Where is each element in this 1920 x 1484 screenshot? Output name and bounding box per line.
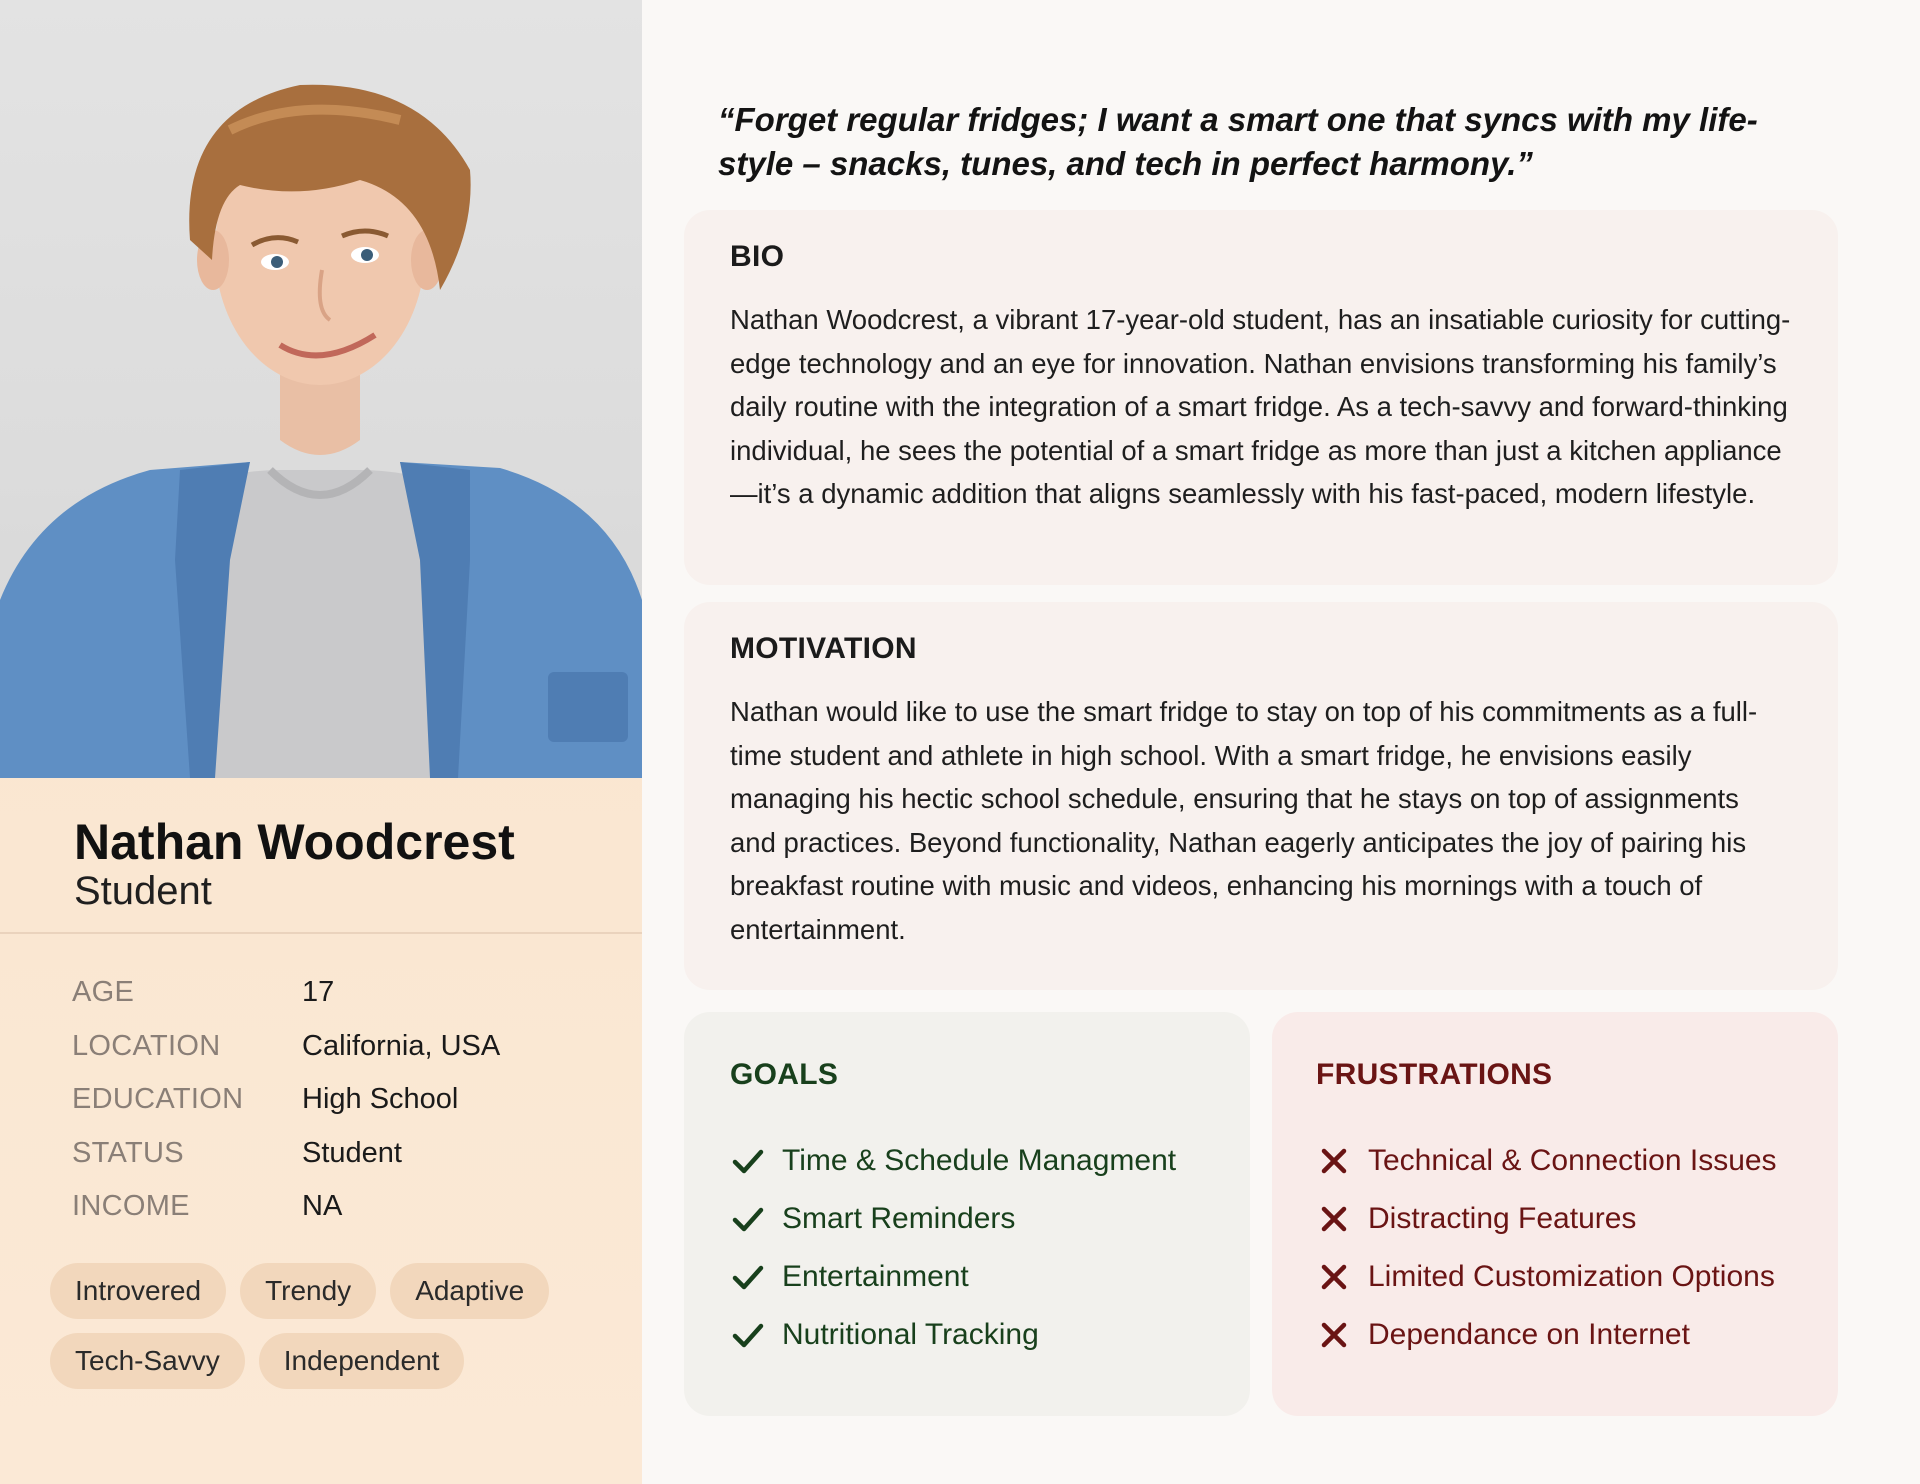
bio-text: Nathan Woodcrest, a vibrant 17-year-old student, has an insatiable curiosity for cutting-edge technology and an eye for innovation. Nathan envisions transforming his family’s daily routine with the integration of a smart fridge. As a tech-savvy and forward-thinking individual, he sees the potential of a smart fridge as more than just a kitchen appliance—it’s a dynamic addition that aligns seamlessly with his fast-paced, modern lifestyle.	[730, 304, 1791, 510]
fact-value: NA	[302, 1190, 343, 1223]
persona-role: Student	[74, 869, 212, 913]
fact-value: High School	[302, 1083, 459, 1116]
check-icon	[730, 1259, 766, 1295]
trait-tag: Introvered	[50, 1263, 226, 1319]
goal-item	[730, 1132, 1204, 1190]
check-icon	[730, 1143, 766, 1179]
portrait-photo	[0, 0, 642, 778]
goal-text: Time & Schedule Managment	[782, 1144, 1177, 1177]
divider	[0, 932, 642, 934]
check-icon	[730, 1201, 766, 1237]
check-icon	[730, 1317, 766, 1353]
fact-label: LOCATION	[72, 1029, 221, 1062]
trait-tag: Independent	[259, 1333, 465, 1389]
frustration-text: Dependance on Internet	[1368, 1318, 1690, 1351]
goal-item	[730, 1190, 1204, 1248]
fact-row-income	[72, 1180, 500, 1234]
goal-item	[730, 1248, 1204, 1306]
frustration-text: Limited Customization Options	[1368, 1260, 1775, 1293]
goal-item	[730, 1306, 1204, 1364]
trait-tag: Trendy	[240, 1263, 376, 1319]
persona-facts	[72, 966, 500, 1234]
trait-tags	[50, 1263, 610, 1389]
frustrations-title: FRUSTRATIONS	[1316, 1058, 1553, 1091]
persona-name: Nathan Woodcrest	[74, 814, 515, 870]
x-icon	[1316, 1317, 1352, 1353]
goals-list	[730, 1132, 1204, 1364]
x-icon	[1316, 1201, 1352, 1237]
goal-text: Smart Reminders	[782, 1202, 1016, 1235]
frustration-item	[1316, 1248, 1794, 1306]
bio-title: BIO	[730, 240, 785, 273]
frustration-item	[1316, 1306, 1794, 1364]
fact-row-status	[72, 1127, 500, 1181]
fact-row-education	[72, 1073, 500, 1127]
goals-title: GOALS	[730, 1058, 839, 1091]
frustrations-list	[1316, 1132, 1794, 1364]
motivation-card	[684, 602, 1838, 990]
frustration-text: Distracting Features	[1368, 1202, 1637, 1235]
fact-row-location	[72, 1020, 500, 1074]
frustrations-card	[1272, 1012, 1838, 1416]
motivation-text: Nathan would like to use the smart fridge to stay on top of his commitments as a full-time student and athlete in high school. With a smart fridge, he envisions easily managing his hectic school schedule, ensuring that he stays on top of assignments and practices. Beyond functionality, Nathan eagerly anticipates the joy of pairing his breakfast routine with music and videos, enhancing his mornings with a touch of entertainment.	[730, 696, 1758, 945]
frustration-text: Technical & Connection Issues	[1368, 1144, 1777, 1177]
fact-value: California, USA	[302, 1029, 501, 1062]
goal-text: Entertainment	[782, 1260, 969, 1293]
portrait-illustration	[0, 0, 642, 778]
trait-tag: Tech-Savvy	[50, 1333, 245, 1389]
fact-label: EDUCATION	[72, 1083, 244, 1116]
motivation-title: MOTIVATION	[730, 632, 917, 665]
goals-card	[684, 1012, 1250, 1416]
x-icon	[1316, 1259, 1352, 1295]
persona-header	[74, 812, 515, 914]
frustration-item	[1316, 1132, 1794, 1190]
profile-panel	[0, 0, 642, 1484]
fact-row-age	[72, 966, 500, 1020]
fact-value: 17	[302, 976, 335, 1009]
trait-tag: Adaptive	[390, 1263, 549, 1319]
fact-label: AGE	[72, 976, 135, 1009]
frustration-item	[1316, 1190, 1794, 1248]
goal-text: Nutritional Tracking	[782, 1318, 1039, 1351]
fact-label: STATUS	[72, 1136, 184, 1169]
bio-card	[684, 210, 1838, 585]
fact-label: INCOME	[72, 1190, 190, 1223]
x-icon	[1316, 1143, 1352, 1179]
persona-quote: “Forget regular fridges; I want a smart one that syncs with my life-style – snacks, tunes, and tech in perfect harmony.”	[718, 101, 1758, 182]
fact-value: Student	[302, 1136, 402, 1169]
